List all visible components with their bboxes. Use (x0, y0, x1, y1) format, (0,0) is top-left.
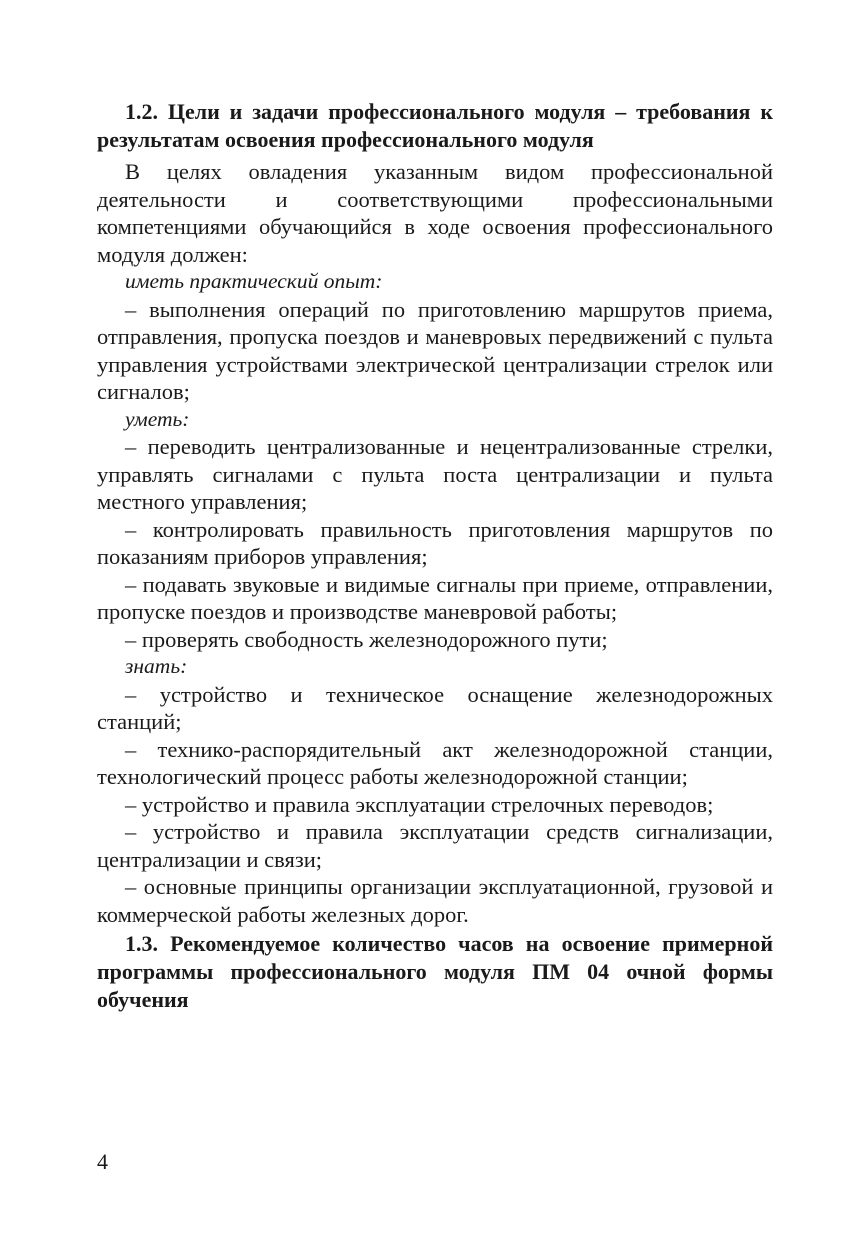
section-1-2-intro: В целях овладения указанным видом профессиональной деятельности и соответствующими профессиональными компетенциями обучающийся в ходе освоения профессионального модуля должен: (97, 159, 773, 267)
section-1-3-heading: 1.3. Рекомендуемое количество часов на освоение примерной программы профессионального модуля ПМ 04 очной формы обучения (97, 931, 773, 1012)
skills-label: уметь: (125, 406, 190, 431)
knowledge-item: – технико-распорядительный акт железнодорожной станции, технологический процесс работы железнодорожной станции; (97, 736, 773, 789)
skills-item: – контролировать правильность приготовления маршрутов по показаниям приборов управления; (97, 516, 773, 569)
knowledge-item: – устройство и правила эксплуатации средств сигнализации, централизации и связи; (97, 819, 773, 872)
page-number: 4 (97, 1149, 108, 1174)
experience-item: – выполнения операций по приготовлению маршрутов приема, отправления, пропуска поездов и маневровых передвижений с пульта управления устройствами электрической централизации стрелок или сигналов; (97, 296, 773, 404)
knowledge-label: знать: (125, 654, 188, 678)
page-content (97, 98, 773, 1018)
skills-item: – переводить централизованные и нецентрализованные стрелки, управлять сигналами с пульта поста централизации и пульта местного управления; (97, 434, 773, 514)
experience-label: иметь практический опыт: (125, 269, 383, 293)
skills-item: – подавать звуковые и видимые сигналы при приеме, отправлении, пропуске поездов и производстве маневровой работы; (97, 571, 773, 624)
knowledge-item: – устройство и техническое оснащение железнодорожных станций; (97, 681, 773, 734)
skills-item: – проверять свободность железнодорожного пути; (125, 626, 608, 652)
section-1-2-heading: 1.2. Цели и задачи профессионального модуля – требования к результатам освоения профессионального модуля (97, 99, 773, 152)
knowledge-item: – устройство и правила эксплуатации стрелочных переводов; (125, 791, 714, 817)
knowledge-item: – основные принципы организации эксплуатационной, грузовой и коммерческой работы железных дорог. (97, 874, 773, 927)
